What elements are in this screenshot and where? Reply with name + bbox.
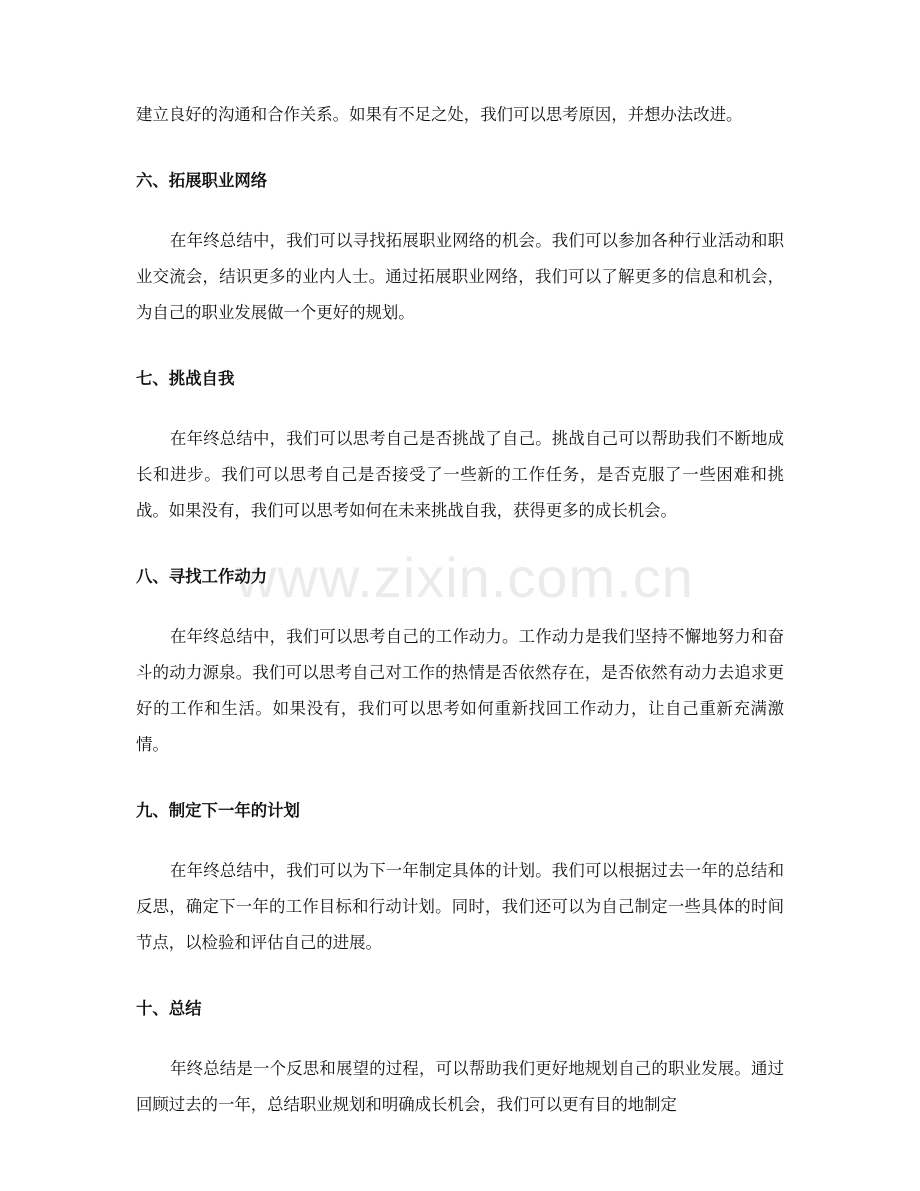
section-heading-9: 九、制定下一年的计划: [136, 801, 300, 820]
section-body-6: 在年终总结中，我们可以寻找拓展职业网络的机会。我们可以参加各种行业活动和职业交流会，结识更多的业内人士。通过拓展职业网络，我们可以了解更多的信息和机会，为自己的职业发展做一个更好的规划。: [136, 231, 784, 322]
section-heading-6: 六、拓展职业网络: [136, 171, 268, 190]
watermark: www.zixin.com.cn: [236, 546, 694, 609]
section-heading-10: 十、总结: [136, 999, 202, 1018]
document-body: [136, 97, 784, 1123]
section-body-10: 年终总结是一个反思和展望的过程，可以帮助我们更好地规划自己的职业发展。通过回顾过去的一年，总结职业规划和明确成长机会，我们可以更有目的地制定: [136, 1059, 784, 1114]
intro-paragraph-tail: 建立良好的沟通和合作关系。如果有不足之处，我们可以思考原因，并想办法改进。: [136, 105, 743, 124]
section-body-8: 在年终总结中，我们可以思考自己的工作动力。工作动力是我们坚持不懈地努力和奋斗的动力源泉。我们可以思考自己对工作的热情是否依然存在，是否依然有动力去追求更好的工作和生活。如果没有，我们可以思考如何重新找回工作动力，让自己重新充满激情。: [136, 627, 784, 754]
section-body-9: 在年终总结中，我们可以为下一年制定具体的计划。我们可以根据过去一年的总结和反思，确定下一年的工作目标和行动计划。同时，我们还可以为自己制定一些具体的时间节点，以检验和评估自己的进展。: [136, 861, 784, 952]
section-body-7: 在年终总结中，我们可以思考自己是否挑战了自己。挑战自己可以帮助我们不断地成长和进步。我们可以思考自己是否接受了一些新的工作任务，是否克服了一些困难和挑战。如果没有，我们可以思考如何在未来挑战自我，获得更多的成长机会。: [136, 429, 784, 520]
section-heading-7: 七、挑战自我: [136, 369, 235, 388]
section-heading-8: 八、寻找工作动力: [136, 567, 268, 586]
